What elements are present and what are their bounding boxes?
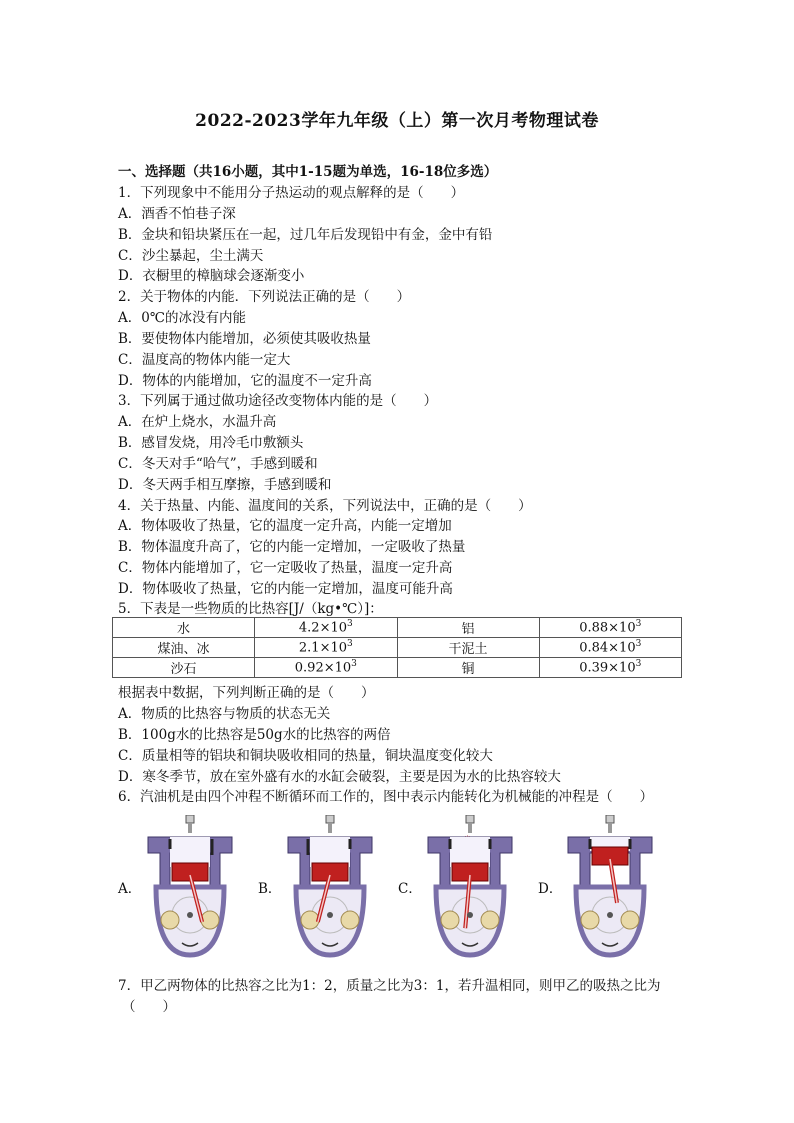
table-cell: 煤油、冰 <box>113 638 255 658</box>
q3-option-d: D．冬天两手相互摩擦，手感到暖和 <box>118 477 332 493</box>
question-5-prompt: 根据表中数据，下列判断正确的是（ ） <box>118 685 375 701</box>
q4-option-c: C．物体内能增加了，它一定吸收了热量，温度一定升高 <box>118 560 453 576</box>
q3-option-b: B．感冒发烧，用冷毛巾敷额头 <box>118 435 304 451</box>
question-7-blank: （ ） <box>122 999 176 1015</box>
engine-stroke-b-diagram <box>280 815 380 960</box>
q5-option-a: A．物质的比热容与物质的状态无关 <box>118 706 331 722</box>
question-1-stem: 1．下列现象中不能用分子热运动的观点解释的是（ ） <box>118 185 465 201</box>
table-row <box>113 658 682 678</box>
spark-plug-icon <box>186 815 194 833</box>
q2-option-a: A．0℃的冰没有内能 <box>118 310 246 326</box>
engine-option-c[interactable] <box>398 815 528 965</box>
table-row <box>113 638 682 658</box>
engine-option-a[interactable] <box>118 815 248 965</box>
question-3-stem: 3．下列属于通过做功途径改变物体内能的是（ ） <box>118 393 438 409</box>
q2-option-d: D．物体的内能增加，它的温度不一定升高 <box>118 373 372 389</box>
table-cell: 铝 <box>397 618 539 638</box>
table-cell: 沙石 <box>113 658 255 678</box>
q2-option-b: B．要使物体内能增加，必须使其吸收热量 <box>118 331 371 347</box>
spark-plug-icon <box>606 815 614 833</box>
q5-option-d: D．寒冬季节，放在室外盛有水的水缸会破裂，主要是因为水的比热容较大 <box>118 769 561 785</box>
q4-option-a: A．物体吸收了热量，它的温度一定升高，内能一定增加 <box>118 518 452 534</box>
table-cell: $0.39\times 10^3$ <box>539 658 681 678</box>
engine-stroke-c-diagram <box>420 815 520 960</box>
table-cell: $0.88\times 10^3$ <box>539 618 681 638</box>
q1-option-b: B．金块和铅块紧压在一起，过几年后发现铅中有金，金中有铅 <box>118 227 493 243</box>
table-cell: 干泥土 <box>397 638 539 658</box>
q3-option-c: C．冬天对手“哈气”，手感到暖和 <box>118 456 318 472</box>
section-heading: 一、选择题（共16小题，其中1-15题为单选，16-18位多选） <box>118 164 498 180</box>
engine-option-b[interactable] <box>258 815 388 965</box>
engine-stroke-d-diagram <box>560 815 660 960</box>
question-5-stem: 5．下表是一些物质的比热容[J/（kg•℃）]： <box>118 601 383 617</box>
engine-label-a: A． <box>118 881 142 897</box>
engine-stroke-a-diagram <box>140 815 240 960</box>
spark-plug-icon <box>326 815 334 833</box>
question-2-stem: 2．关于物体的内能．下列说法正确的是（ ） <box>118 289 411 305</box>
table-cell: 铜 <box>397 658 539 678</box>
table-cell: $4.2\times 10^3$ <box>255 618 397 638</box>
table-row <box>113 618 682 638</box>
q3-option-a: A．在炉上烧水，水温升高 <box>118 414 277 430</box>
q4-option-b: B．物体温度升高了，它的内能一定增加，一定吸收了热量 <box>118 539 466 555</box>
q5-option-c: C．质量相等的铝块和铜块吸收相同的热量，铜块温度变化较大 <box>118 748 493 764</box>
question-7-stem: 7．甲乙两物体的比热容之比为1：2，质量之比为3：1，若升温相同，则甲乙的吸热之比为 <box>118 978 661 994</box>
q1-option-c: C．沙尘暴起，尘土满天 <box>118 248 264 264</box>
engine-label-d: D． <box>538 881 563 897</box>
question-6-stem: 6．汽油机是由四个冲程不断循环而工作的，图中表示内能转化为机械能的冲程是（ ） <box>118 789 654 805</box>
table-cell: $2.1\times 10^3$ <box>255 638 397 658</box>
page-title: 2022-2023学年九年级（上）第一次月考物理试卷 <box>195 111 599 131</box>
q5-option-b: B．100g水的比热容是50g水的比热容的两倍 <box>118 727 391 743</box>
q2-option-c: C．温度高的物体内能一定大 <box>118 352 291 368</box>
question-4-stem: 4．关于热量、内能、温度间的关系，下列说法中，正确的是（ ） <box>118 498 532 514</box>
q1-option-d: D．衣橱里的樟脑球会逐渐变小 <box>118 268 305 284</box>
q1-option-a: A．酒香不怕巷子深 <box>118 206 236 222</box>
engine-label-c: C． <box>398 881 422 897</box>
table-cell: 水 <box>113 618 255 638</box>
engine-label-b: B． <box>258 881 282 897</box>
q4-option-d: D．物体吸收了热量，它的内能一定增加，温度可能升高 <box>118 581 453 597</box>
table-cell: $0.92\times 10^3$ <box>255 658 397 678</box>
engine-diagrams <box>118 815 678 965</box>
table-cell: $0.84\times 10^3$ <box>539 638 681 658</box>
specific-heat-table <box>112 617 682 678</box>
engine-option-d[interactable] <box>538 815 668 965</box>
